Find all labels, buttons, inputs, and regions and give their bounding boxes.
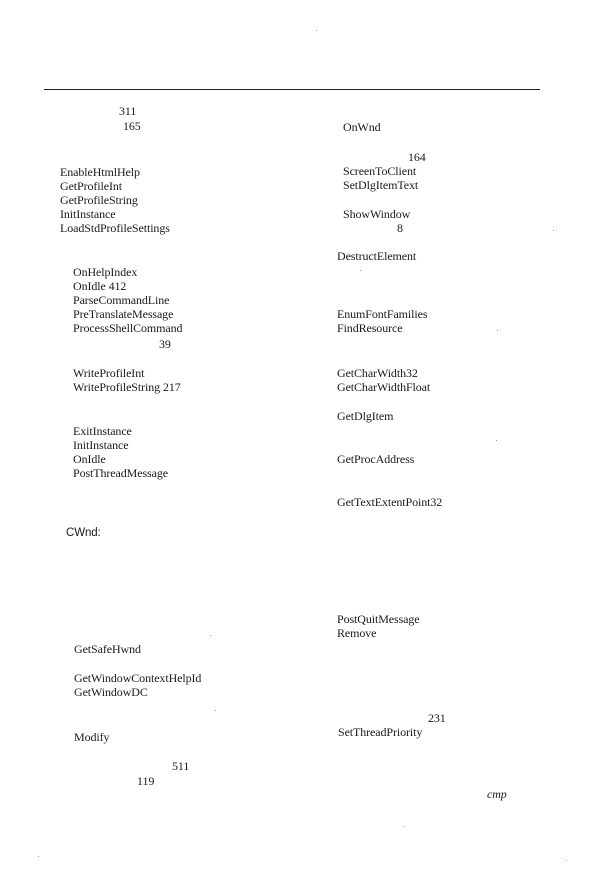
index-entry-postquitmessage: PostQuitMessage: [337, 612, 420, 626]
index-entry-destructelement: DestructElement: [337, 249, 417, 263]
index-entry-setthreadpriority: SetThreadPriority: [338, 725, 423, 739]
index-entry-getdlgitem: GetDlgItem: [337, 409, 394, 423]
scan-speck: [215, 710, 216, 711]
header-rule: [44, 89, 540, 90]
index-entry-initinstance: InitInstance: [60, 207, 116, 221]
page-number-165: 165: [123, 119, 141, 133]
page-number-164: 164: [408, 150, 426, 164]
index-entry-postthreadmessage: PostThreadMessage: [73, 466, 168, 480]
index-entry-processshellcommand: ProcessShellCommand: [73, 321, 183, 335]
index-entry-findresource: FindResource: [337, 321, 403, 335]
index-entry-screentoclient: ScreenToClient: [343, 164, 417, 178]
index-entry-enumfontfamilies: EnumFontFamilies: [337, 307, 428, 321]
scan-speck: [496, 440, 497, 441]
index-entry-getwindowdc: GetWindowDC: [74, 685, 148, 699]
index-entry-onhelpindex: OnHelpIndex: [73, 265, 138, 279]
scan-speck: [360, 270, 361, 271]
index-entry-enablehtmlhelp: EnableHtmlHelp: [60, 165, 140, 179]
page-number-39: 39: [159, 337, 171, 351]
scan-speck: [553, 230, 554, 231]
index-entry-getcharwidthfloat: GetCharWidthFloat: [337, 380, 431, 394]
page-number-511: 511: [172, 759, 190, 773]
index-entry-gettextextentpoint32: GetTextExtentPoint32: [337, 495, 443, 509]
scan-speck: [403, 826, 404, 827]
index-entry-getprofilestring: GetProfileString: [60, 193, 138, 207]
page-number-231: 231: [428, 711, 446, 725]
index-entry-getsafehwnd: GetSafeHwnd: [74, 642, 141, 656]
index-entry-setdlgitemtext: SetDlgItemText: [343, 178, 419, 192]
page-number-119: 119: [137, 774, 155, 788]
index-entry-onwnd: OnWnd: [343, 120, 381, 134]
index-entry-parsecommandline: ParseCommandLine: [73, 293, 170, 307]
index-entry-onidle-2: OnIdle: [73, 452, 106, 466]
index-entry-showwindow: ShowWindow: [343, 207, 411, 221]
page-number-8: 8: [397, 221, 403, 235]
index-entry-getcharwidth32: GetCharWidth32: [337, 366, 418, 380]
class-heading-cwnd: CWnd:: [66, 527, 101, 539]
scan-speck: [38, 856, 39, 857]
index-entry-initinstance-2: InitInstance: [73, 438, 129, 452]
index-entry-pretranslatemessage: PreTranslateMessage: [73, 307, 174, 321]
index-entry-writeprofilestring: WriteProfileString 217: [73, 380, 181, 394]
index-entry-getprocaddress: GetProcAddress: [337, 452, 415, 466]
scan-speck: [316, 30, 317, 31]
index-entry-exitinstance: ExitInstance: [73, 424, 132, 438]
footer-mark: cmp: [487, 787, 507, 801]
index-entry-onidle: OnIdle 412: [73, 279, 127, 293]
index-entry-getwindowcontexthelpid: GetWindowContextHelpId: [74, 671, 202, 685]
page-number-311: 311: [119, 104, 137, 118]
index-entry-modify: Modify: [74, 730, 110, 744]
scan-speck: [497, 330, 498, 331]
scan-speck: [210, 635, 211, 636]
index-entry-writeprofileint: WriteProfileInt: [73, 366, 145, 380]
index-entry-loadstdprofilesettings: LoadStdProfileSettings: [60, 221, 170, 235]
scan-speck: [566, 860, 567, 861]
index-entry-getprofileint: GetProfileInt: [60, 179, 123, 193]
index-entry-remove: Remove: [337, 626, 377, 640]
